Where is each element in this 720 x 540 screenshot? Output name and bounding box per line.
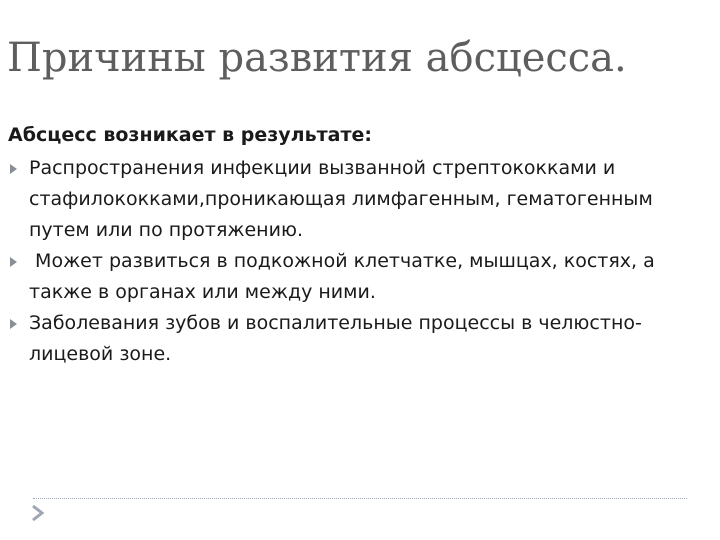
bullet-text: Заболевания зубов и воспалительные процессы в челюстно-лицевой зоне. [29,312,642,365]
triangle-bullet-icon [10,319,17,329]
triangle-bullet-icon [10,257,17,267]
slide-title: Причины развития абсцесса. [7,35,627,81]
chevron-right-icon [30,504,46,522]
lead-text: Абсцесс возникает в результате: [8,124,372,146]
bullet-text: Распространения инфекции вызванной стрептококками и стафилококками,проникающая лимфагенным, гематогенным путем или по протяжению. [29,157,653,241]
footer-divider [33,498,687,499]
list-item [8,153,708,246]
list-item [8,246,708,308]
slide-body [8,120,708,370]
bullet-text: Может развиться в подкожной клетчатке, мышцах, костях, а также в органах или между ними. [29,250,661,303]
triangle-bullet-icon [10,164,17,174]
list-item [8,308,708,370]
bullet-list [8,153,708,370]
